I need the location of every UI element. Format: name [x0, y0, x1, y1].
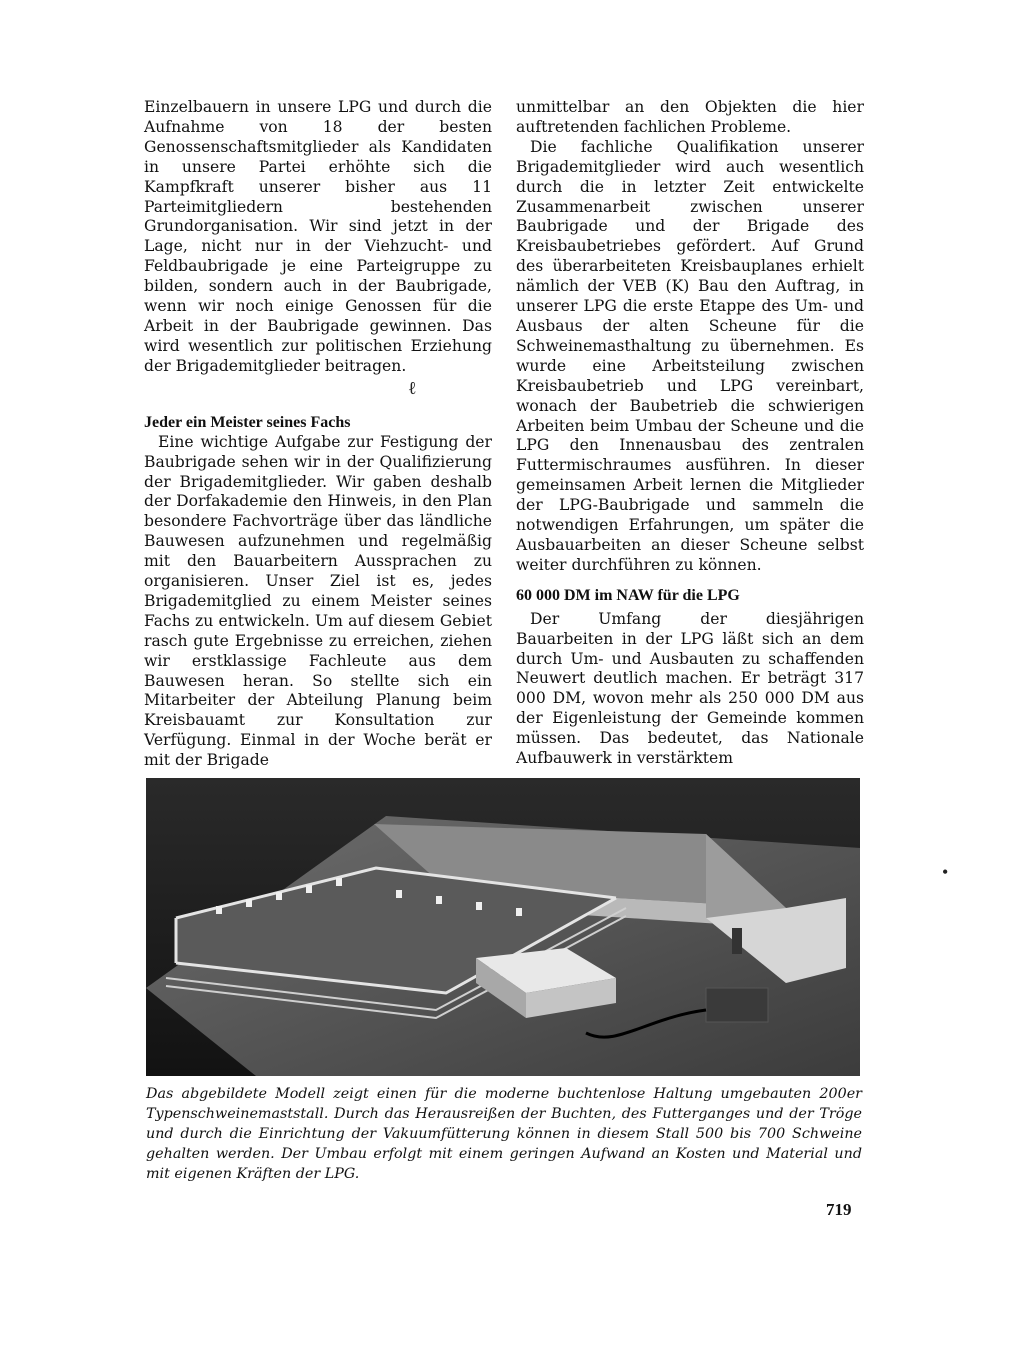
vacuum-feeding-unit	[706, 988, 768, 1022]
figure-caption: Das abgebildete Modell zeigt einen für die moderne buchtenlose Haltung umgebauten 200er Typenschweinemaststall. Durch das Herausreißen der Buchten, des Futterganges und der Tröge und durch die Einrichtung der Vakuumfütterung können in diesem Stall 500 bis 700 Schweine gehalten werden. Der Umbau erfolgt mit einem geringen Aufwand an Kosten und Material und mit eigenen Kräften der LPG.	[146, 1086, 862, 1182]
right-paragraph-3: Der Umfang der diesjährigen Bauarbeiten in der LPG läßt sich an dem durch Um- und Ausbauten zu schaffenden Neuwert deutlich machen. Er beträgt 317 000 DM, wovon mehr als 250 000 DM aus der Eigenleistung der Gemeinde kommen müssen. Das bedeutet, das Nationale Aufbauwerk in verstärktem	[516, 609, 864, 768]
left-paragraph-1: Einzelbauern in unsere LPG und durch die Aufnahme von 18 der besten Genossenschaftsmitglieder als Kandidaten in unsere Partei erhöhte sich die Kampfkraft unserer bisher aus 11 Parteimitgliedern bestehenden Grundorganisation. Wir sind jetzt in der Lage, nicht nur in der Viehzucht- und Feldbaubrigade je eine Parteigruppe zu bilden, sondern auch in der Baubrigade, wenn wir noch einige Genossen für die Arbeit in der Baubrigade gewinnen. Das wird wesentlich zur politischen Erziehung der Brigademitglieder beitragen.	[144, 98, 492, 375]
stray-margin-mark: •	[942, 862, 949, 882]
section-heading-meister: Jeder ein Meister seines Fachs	[144, 413, 351, 431]
stray-print-mark: ℓ	[408, 378, 417, 398]
left-paragraph-2: Eine wichtige Aufgabe zur Festigung der Baubrigade sehen wir in der Qualifizierung der Brigademitglieder. Wir gaben deshalb der Dorfakademie den Hinweis, in den Plan besondere Fachvorträge über das ländliche Bauwesen aufzunehmen und regelmäßig mit den Bauarbeitern Aussprachen zu organisieren. Unser Ziel ist es, jedes Brigademitglied zu einem Meister seines Fachs zu entwickeln. Um auf diesem Gebiet rasch gute Ergebnisse zu erreichen, ziehen wir erstklassige Fachleute aus dem Bauwesen heran. So stellte sich ein Mitarbeiter der Abteilung Planung beim Kreisbauamt zur Konsultation zur Verfügung. Einmal in der Woche berät er mit der Brigade	[144, 432, 492, 770]
barn-model-photo	[146, 778, 860, 1076]
section-heading-naw: 60 000 DM im NAW für die LPG	[516, 586, 740, 604]
barn-model-illustration	[146, 778, 860, 1076]
page-number: 719	[826, 1200, 852, 1219]
right-paragraph-1: unmittelbar an den Objekten die hier auftretenden fachlichen Probleme.	[516, 98, 864, 136]
right-paragraph-2: Die fachliche Qualifikation unserer Brigademitglieder wird auch wesentlich durch die in letzter Zeit entwickelte Zusammenarbeit zwischen unserer Baubrigade und der Brigade des Kreisbaubetriebes gefördert. Auf Grund des überarbeiteten Kreisbauplanes erhielt nämlich der VEB (K) Bau den Auftrag, in unserer LPG die erste Etappe des Um- und Ausbaus der alten Scheune für die Schweinemasthaltung zu übernehmen. Es wurde eine Arbeitsteilung zwischen Kreisbaubetrieb und LPG vereinbart, wonach der Baubetrieb die schwierigen Arbeiten beim Umbau der Scheune und die LPG den Innenausbau des zentralen Futtermischraumes ausführen. In dieser gemeinsamen Arbeit lernen die Mitglieder der LPG-Baubrigade und sammeln die notwendigen Erfahrungen, um später die Ausbauarbeiten an dieser Scheune selbst weiter durchführen zu können.	[516, 137, 864, 574]
left-column	[144, 98, 492, 771]
right-column	[516, 98, 864, 769]
